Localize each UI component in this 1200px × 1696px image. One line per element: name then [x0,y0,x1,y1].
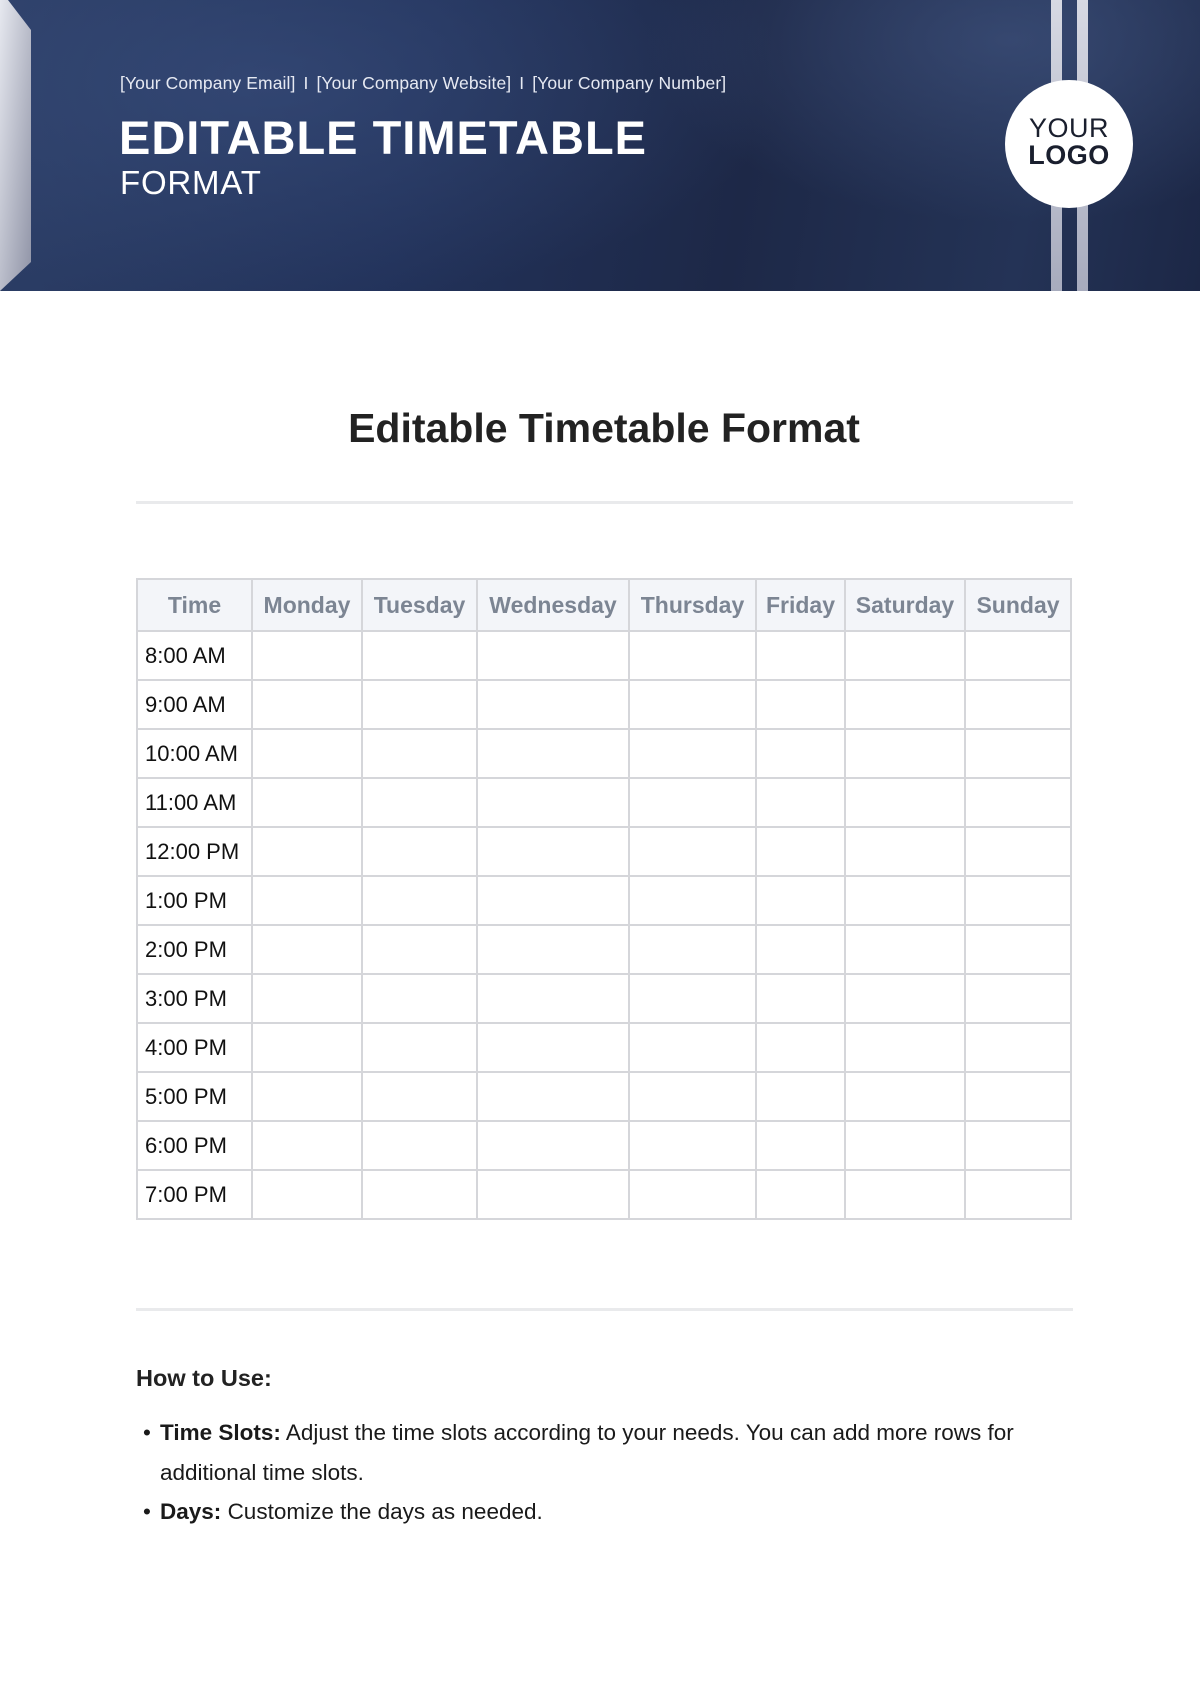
schedule-cell-wednesday[interactable] [477,1170,629,1219]
schedule-cell-thursday[interactable] [629,1121,756,1170]
schedule-cell-monday[interactable] [252,1170,362,1219]
schedule-cell-friday[interactable] [756,631,845,680]
schedule-cell-monday[interactable] [252,729,362,778]
company-number: [Your Company Number] [532,73,727,93]
schedule-cell-saturday[interactable] [845,925,965,974]
divider [136,501,1073,504]
logo-line-2: LOGO [1028,140,1110,170]
schedule-cell-sunday[interactable] [965,974,1071,1023]
schedule-cell-thursday[interactable] [629,1170,756,1219]
schedule-cell-saturday[interactable] [845,1023,965,1072]
schedule-cell-wednesday[interactable] [477,876,629,925]
schedule-cell-wednesday[interactable] [477,827,629,876]
instruction-term: Days: [160,1499,222,1524]
schedule-cell-tuesday[interactable] [362,729,477,778]
schedule-cell-tuesday[interactable] [362,974,477,1023]
schedule-cell-saturday[interactable] [845,729,965,778]
timetable [136,578,1072,1220]
schedule-cell-wednesday[interactable] [477,974,629,1023]
table-row [137,631,1071,680]
schedule-cell-monday[interactable] [252,1072,362,1121]
schedule-cell-tuesday[interactable] [362,778,477,827]
schedule-cell-saturday[interactable] [845,974,965,1023]
column-header-sunday: Sunday [965,579,1071,631]
table-row [137,680,1071,729]
schedule-cell-tuesday[interactable] [362,1121,477,1170]
time-slot-cell[interactable]: 8:00 AM [137,631,252,680]
schedule-cell-tuesday[interactable] [362,1170,477,1219]
schedule-cell-sunday[interactable] [965,1072,1071,1121]
schedule-cell-saturday[interactable] [845,1072,965,1121]
company-website: [Your Company Website] [316,73,512,93]
schedule-cell-tuesday[interactable] [362,1023,477,1072]
schedule-cell-thursday[interactable] [629,729,756,778]
schedule-cell-thursday[interactable] [629,1023,756,1072]
time-slot-cell[interactable]: 5:00 PM [137,1072,252,1121]
time-slot-cell[interactable]: 3:00 PM [137,974,252,1023]
time-slot-cell[interactable]: 4:00 PM [137,1023,252,1072]
schedule-cell-thursday[interactable] [629,925,756,974]
table-row [137,827,1071,876]
schedule-cell-tuesday[interactable] [362,925,477,974]
document-title: Editable Timetable Format [348,405,860,451]
schedule-cell-thursday[interactable] [629,974,756,1023]
logo-line-1: YOUR [1028,113,1109,143]
schedule-cell-friday[interactable] [756,1121,845,1170]
schedule-cell-saturday[interactable] [845,1121,965,1170]
table-row [137,974,1071,1023]
table-row [137,1170,1071,1219]
schedule-cell-saturday[interactable] [845,1170,965,1219]
schedule-cell-tuesday[interactable] [362,680,477,729]
table-row [137,729,1071,778]
schedule-cell-thursday[interactable] [629,1072,756,1121]
schedule-cell-sunday[interactable] [965,1023,1071,1072]
schedule-cell-friday[interactable] [756,778,845,827]
time-slot-cell[interactable]: 9:00 AM [137,680,252,729]
schedule-cell-sunday[interactable] [965,680,1071,729]
instruction-term: Time Slots: [160,1420,281,1445]
timetable-header-row [137,579,1071,631]
schedule-cell-friday[interactable] [756,729,845,778]
schedule-cell-sunday[interactable] [965,925,1071,974]
schedule-cell-wednesday[interactable] [477,925,629,974]
bullet-icon: • [143,1499,151,1524]
time-slot-cell[interactable]: 2:00 PM [137,925,252,974]
schedule-cell-thursday[interactable] [629,631,756,680]
schedule-cell-friday[interactable] [756,925,845,974]
schedule-cell-friday[interactable] [756,1072,845,1121]
banner-subtitle: FORMAT [120,164,262,201]
schedule-cell-thursday[interactable] [629,680,756,729]
schedule-cell-saturday[interactable] [845,631,965,680]
schedule-cell-monday[interactable] [252,680,362,729]
schedule-cell-friday[interactable] [756,827,845,876]
schedule-cell-sunday[interactable] [965,876,1071,925]
time-slot-cell[interactable]: 11:00 AM [137,778,252,827]
schedule-cell-sunday[interactable] [965,1121,1071,1170]
table-row [137,1023,1071,1072]
schedule-cell-friday[interactable] [756,1170,845,1219]
schedule-cell-saturday[interactable] [845,827,965,876]
schedule-cell-friday[interactable] [756,974,845,1023]
timetable-body [137,631,1071,1219]
schedule-cell-tuesday[interactable] [362,1072,477,1121]
schedule-cell-sunday[interactable] [965,827,1071,876]
schedule-cell-thursday[interactable] [629,876,756,925]
column-header-time: Time [137,579,252,631]
schedule-cell-monday[interactable] [252,1023,362,1072]
banner-title: EDITABLE TIMETABLE [119,111,648,164]
schedule-cell-tuesday[interactable] [362,827,477,876]
schedule-cell-wednesday[interactable] [477,680,629,729]
column-header-wednesday: Wednesday [477,579,629,631]
column-header-thursday: Thursday [629,579,756,631]
schedule-cell-saturday[interactable] [845,876,965,925]
table-row [137,778,1071,827]
column-header-friday: Friday [756,579,845,631]
instruction-text: Customize the days as needed. [227,1499,543,1524]
time-slot-cell[interactable]: 12:00 PM [137,827,252,876]
company-contact-line [120,73,726,94]
schedule-cell-monday[interactable] [252,876,362,925]
company-email: [Your Company Email] [120,73,296,93]
list-item [136,1413,1036,1493]
schedule-cell-thursday[interactable] [629,827,756,876]
table-row [137,1072,1071,1121]
table-row [137,876,1071,925]
schedule-cell-saturday[interactable] [845,680,965,729]
schedule-cell-friday[interactable] [756,680,845,729]
banner-side-tab [0,0,32,291]
schedule-cell-tuesday[interactable] [362,631,477,680]
contact-separator: I [303,73,309,93]
instruction-text: Adjust the time slots according to your needs. You can add more rows for additional time slots. [160,1420,1014,1485]
list-item [136,1492,1036,1532]
schedule-cell-sunday[interactable] [965,1170,1071,1219]
divider [136,1308,1073,1311]
table-row [137,1121,1071,1170]
instructions-list [136,1413,1036,1531]
time-slot-cell[interactable]: 1:00 PM [137,876,252,925]
schedule-cell-monday[interactable] [252,925,362,974]
schedule-cell-thursday[interactable] [629,778,756,827]
time-slot-cell[interactable]: 7:00 PM [137,1170,252,1219]
schedule-cell-monday[interactable] [252,827,362,876]
schedule-cell-wednesday[interactable] [477,778,629,827]
column-header-tuesday: Tuesday [362,579,477,631]
schedule-cell-wednesday[interactable] [477,1072,629,1121]
schedule-cell-sunday[interactable] [965,631,1071,680]
time-slot-cell[interactable]: 10:00 AM [137,729,252,778]
company-logo-placeholder [1005,80,1133,208]
table-row [137,925,1071,974]
contact-separator: I [519,73,525,93]
schedule-cell-wednesday[interactable] [477,1121,629,1170]
column-header-monday: Monday [252,579,362,631]
schedule-cell-monday[interactable] [252,778,362,827]
schedule-cell-wednesday[interactable] [477,729,629,778]
schedule-cell-monday[interactable] [252,631,362,680]
time-slot-cell[interactable]: 6:00 PM [137,1121,252,1170]
schedule-cell-tuesday[interactable] [362,876,477,925]
schedule-cell-wednesday[interactable] [477,631,629,680]
schedule-cell-sunday[interactable] [965,778,1071,827]
schedule-cell-sunday[interactable] [965,729,1071,778]
schedule-cell-wednesday[interactable] [477,1023,629,1072]
instructions-heading: How to Use: [136,1365,272,1391]
header-banner [0,0,1200,291]
schedule-cell-monday[interactable] [252,1121,362,1170]
schedule-cell-saturday[interactable] [845,778,965,827]
bullet-icon: • [143,1420,151,1445]
schedule-cell-friday[interactable] [756,1023,845,1072]
column-header-saturday: Saturday [845,579,965,631]
schedule-cell-monday[interactable] [252,974,362,1023]
schedule-cell-friday[interactable] [756,876,845,925]
